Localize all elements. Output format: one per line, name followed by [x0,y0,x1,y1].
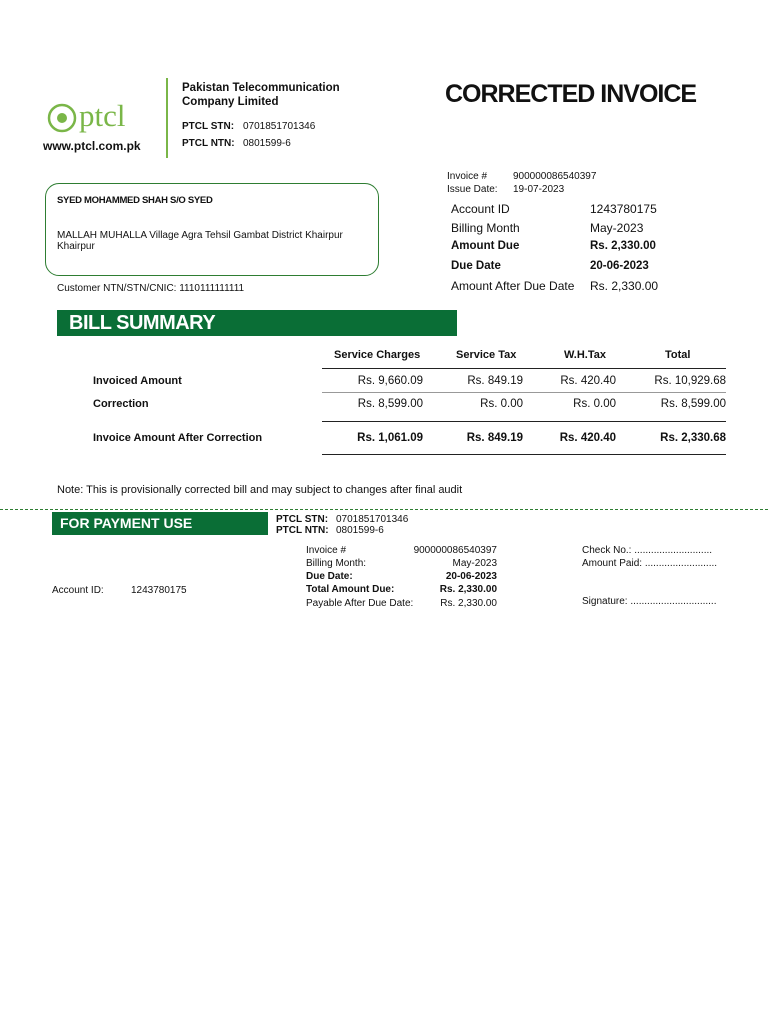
cell-after-wh-tax: Rs. 420.40 [559,432,616,444]
company-name: Pakistan Telecommunication Company Limited [182,82,340,108]
invoice-number: Invoice # 900000086540397 [447,171,597,182]
payment-account-id: Account ID: 1243780175 [52,585,187,596]
row-label-after-correction: Invoice Amount After Correction [93,432,263,444]
check-number-field: Check No.: ............................ [582,545,713,556]
payment-stn: PTCL STN: 0701851701346 [276,514,409,525]
ptcl-ntn: PTCL NTN: 0801599-6 [182,138,291,149]
cell-invoiced-service-tax: Rs. 849.19 [467,375,523,387]
row-label-invoiced: Invoiced Amount [93,375,182,387]
logo-text: ptcl [79,98,126,133]
audit-note: Note: This is provisionally corrected bill and may subject to changes after final audit [57,484,463,496]
payment-after-due: Payable After Due Date: Rs. 2,330.00 [306,598,497,609]
ptcl-stn: PTCL STN: 0701851701346 [182,121,316,132]
cell-correction-wh-tax: Rs. 0.00 [573,398,616,410]
row-label-correction: Correction [93,398,149,410]
header-divider [166,78,168,158]
customer-name: SYED MOHAMMED SHAH S/O SYED [57,195,213,206]
cell-after-total: Rs. 2,330.68 [660,432,726,444]
amount-due: Amount Due Rs. 2,330.00 [451,240,656,252]
billing-month: Billing Month May-2023 [451,221,644,235]
col-service-charges: Service Charges [334,349,421,361]
cell-correction-total: Rs. 8,599.00 [660,398,726,410]
summary-row-rule [322,392,726,393]
cell-correction-service-charges: Rs. 8,599.00 [357,398,423,410]
payment-total-due: Total Amount Due: Rs. 2,330.00 [306,584,497,595]
website-url[interactable]: www.ptcl.com.pk [43,139,141,153]
col-total: Total [665,349,691,361]
cell-correction-service-tax: Rs. 0.00 [480,398,523,410]
payment-billing-month: Billing Month: May-2023 [306,558,497,569]
customer-ntn: Customer NTN/STN/CNIC: 1110111111111 [57,283,245,294]
cell-after-service-charges: Rs. 1,061.09 [357,432,423,444]
payment-ntn: PTCL NTN: 0801599-6 [276,525,384,536]
amount-after-due-date: Amount After Due Date Rs. 2,330.00 [451,279,659,293]
payment-due-date: Due Date: 20-06-2023 [306,571,497,582]
page-title: CORRECTED INVOICE [445,80,697,108]
due-date: Due Date 20-06-2023 [451,260,649,272]
ptcl-logo [46,96,146,136]
payment-invoice-number: Invoice # 900000086540397 [306,545,497,556]
cell-invoiced-total: Rs. 10,929.68 [654,375,726,387]
payment-banner: FOR PAYMENT USE [52,512,268,535]
summary-header-rule [322,368,726,369]
account-id: Account ID 1243780175 [451,202,657,216]
customer-address: MALLAH MUHALLA Village Agra Tehsil Gambat District Khairpur Khairpur [57,230,343,252]
cell-after-service-tax: Rs. 849.19 [466,432,523,444]
amount-paid-field: Amount Paid: .......................... [582,558,718,569]
tear-line [0,509,768,510]
cell-invoiced-service-charges: Rs. 9,660.09 [357,375,423,387]
bill-summary-banner: BILL SUMMARY [57,310,457,336]
col-service-tax: Service Tax [456,349,517,361]
cell-invoiced-wh-tax: Rs. 420.40 [560,375,616,387]
signature-field: Signature: ............................... [582,596,717,607]
issue-date: Issue Date: 19-07-2023 [447,184,565,195]
summary-total-rule-top [322,421,726,422]
summary-total-rule-bottom [322,454,726,455]
col-wh-tax: W.H.Tax [564,349,606,361]
